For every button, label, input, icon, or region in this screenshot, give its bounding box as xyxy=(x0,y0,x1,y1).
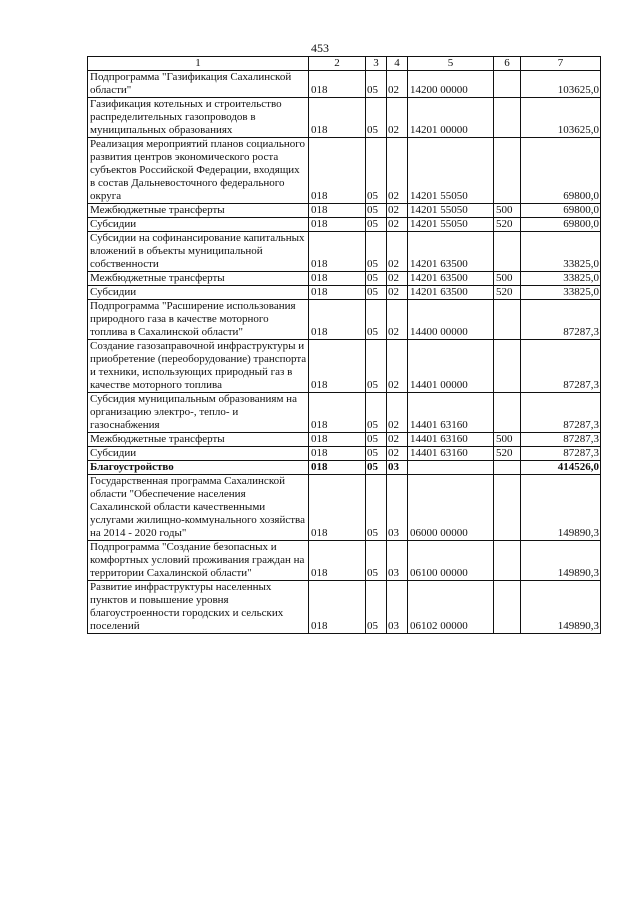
table-row xyxy=(88,232,601,272)
row-section: 05 xyxy=(366,272,387,286)
row-target-article: 06100 00000 xyxy=(408,541,494,581)
row-admin-code: 018 xyxy=(309,393,366,433)
row-name: Межбюджетные трансферты xyxy=(88,272,309,286)
row-name: Субсидии xyxy=(88,218,309,232)
row-subsection: 02 xyxy=(387,340,408,393)
row-admin-code: 018 xyxy=(309,433,366,447)
row-expense-type: 500 xyxy=(494,272,521,286)
budget-table xyxy=(87,56,601,634)
row-name: Подпрограмма "Расширение использования природного газа в качестве моторного топлива в Сахалинской области" xyxy=(88,300,309,340)
row-section: 05 xyxy=(366,232,387,272)
row-subsection: 03 xyxy=(387,541,408,581)
row-name: Благоустройство xyxy=(88,461,309,475)
row-admin-code: 018 xyxy=(309,541,366,581)
row-section: 05 xyxy=(366,461,387,475)
row-name: Межбюджетные трансферты xyxy=(88,433,309,447)
row-amount: 87287,3 xyxy=(521,340,601,393)
row-amount: 149890,3 xyxy=(521,581,601,634)
row-expense-type xyxy=(494,541,521,581)
row-name: Субсидия муниципальным образованиям на организацию электро-, тепло- и газоснабжения xyxy=(88,393,309,433)
row-target-article: 14400 00000 xyxy=(408,300,494,340)
row-amount: 103625,0 xyxy=(521,71,601,98)
row-name: Газификация котельных и строительство распределительных газопроводов в муниципальных образованиях xyxy=(88,98,309,138)
row-expense-type xyxy=(494,300,521,340)
row-admin-code: 018 xyxy=(309,98,366,138)
table-row xyxy=(88,447,601,461)
row-admin-code: 018 xyxy=(309,340,366,393)
table-row xyxy=(88,98,601,138)
row-subsection: 02 xyxy=(387,272,408,286)
col-header-4: 4 xyxy=(387,57,408,71)
row-section: 05 xyxy=(366,71,387,98)
row-expense-type: 520 xyxy=(494,447,521,461)
row-section: 05 xyxy=(366,581,387,634)
row-target-article: 14401 63160 xyxy=(408,447,494,461)
row-amount: 69800,0 xyxy=(521,204,601,218)
row-amount: 69800,0 xyxy=(521,218,601,232)
header-row xyxy=(88,57,601,71)
row-amount: 87287,3 xyxy=(521,300,601,340)
table-row xyxy=(88,272,601,286)
row-expense-type xyxy=(494,232,521,272)
row-expense-type: 500 xyxy=(494,204,521,218)
row-name: Реализация мероприятий планов социального развития центров экономического роста субъектов Российской Федерации, входящих в состав Дальневосточного федерального округа xyxy=(88,138,309,204)
row-amount: 33825,0 xyxy=(521,272,601,286)
table-row xyxy=(88,433,601,447)
row-section: 05 xyxy=(366,393,387,433)
row-section: 05 xyxy=(366,286,387,300)
table-row xyxy=(88,393,601,433)
row-subsection: 03 xyxy=(387,475,408,541)
row-amount: 149890,3 xyxy=(521,541,601,581)
row-target-article: 06000 00000 xyxy=(408,475,494,541)
table-row xyxy=(88,300,601,340)
row-admin-code: 018 xyxy=(309,461,366,475)
row-amount: 414526,0 xyxy=(521,461,601,475)
col-header-6: 6 xyxy=(494,57,521,71)
table-row xyxy=(88,340,601,393)
row-amount: 33825,0 xyxy=(521,232,601,272)
row-expense-type xyxy=(494,461,521,475)
row-target-article: 14201 63500 xyxy=(408,286,494,300)
row-subsection: 02 xyxy=(387,447,408,461)
row-name: Подпрограмма "Создание безопасных и комфортных условий проживания граждан на территории Сахалинской области" xyxy=(88,541,309,581)
row-section: 05 xyxy=(366,138,387,204)
row-amount: 103625,0 xyxy=(521,98,601,138)
row-admin-code: 018 xyxy=(309,475,366,541)
row-expense-type xyxy=(494,475,521,541)
row-admin-code: 018 xyxy=(309,71,366,98)
row-target-article: 14401 00000 xyxy=(408,340,494,393)
row-expense-type xyxy=(494,340,521,393)
row-expense-type xyxy=(494,393,521,433)
row-admin-code: 018 xyxy=(309,204,366,218)
row-amount: 149890,3 xyxy=(521,475,601,541)
row-amount: 87287,3 xyxy=(521,447,601,461)
row-expense-type: 500 xyxy=(494,433,521,447)
row-section: 05 xyxy=(366,218,387,232)
row-subsection: 02 xyxy=(387,286,408,300)
row-section: 05 xyxy=(366,475,387,541)
row-admin-code: 018 xyxy=(309,300,366,340)
col-header-5: 5 xyxy=(408,57,494,71)
row-section: 05 xyxy=(366,340,387,393)
row-amount: 87287,3 xyxy=(521,393,601,433)
row-amount: 69800,0 xyxy=(521,138,601,204)
row-subsection: 02 xyxy=(387,300,408,340)
row-target-article: 14200 00000 xyxy=(408,71,494,98)
row-section: 05 xyxy=(366,204,387,218)
row-admin-code: 018 xyxy=(309,272,366,286)
row-admin-code: 018 xyxy=(309,232,366,272)
row-expense-type xyxy=(494,138,521,204)
row-admin-code: 018 xyxy=(309,218,366,232)
row-subsection: 02 xyxy=(387,433,408,447)
table-row xyxy=(88,461,601,475)
row-expense-type xyxy=(494,581,521,634)
row-subsection: 02 xyxy=(387,71,408,98)
row-subsection: 02 xyxy=(387,218,408,232)
row-section: 05 xyxy=(366,300,387,340)
table-row xyxy=(88,286,601,300)
row-subsection: 03 xyxy=(387,461,408,475)
row-subsection: 03 xyxy=(387,581,408,634)
row-target-article: 14201 55050 xyxy=(408,204,494,218)
row-subsection: 02 xyxy=(387,204,408,218)
row-amount: 87287,3 xyxy=(521,433,601,447)
row-subsection: 02 xyxy=(387,232,408,272)
row-admin-code: 018 xyxy=(309,138,366,204)
row-name: Субсидии на софинансирование капитальных вложений в объекты муниципальной собственности xyxy=(88,232,309,272)
row-target-article: 14201 55050 xyxy=(408,138,494,204)
row-name: Государственная программа Сахалинской области "Обеспечение населения Сахалинской области качественными услугами жилищно-коммунального хозяйства на 2014 - 2020 годы" xyxy=(88,475,309,541)
row-admin-code: 018 xyxy=(309,581,366,634)
row-expense-type xyxy=(494,71,521,98)
row-name: Субсидии xyxy=(88,286,309,300)
row-target-article: 14201 55050 xyxy=(408,218,494,232)
row-name: Межбюджетные трансферты xyxy=(88,204,309,218)
col-header-3: 3 xyxy=(366,57,387,71)
col-header-2: 2 xyxy=(309,57,366,71)
row-target-article: 14401 63160 xyxy=(408,393,494,433)
row-subsection: 02 xyxy=(387,393,408,433)
table-row xyxy=(88,581,601,634)
row-target-article: 14201 63500 xyxy=(408,232,494,272)
table-row xyxy=(88,204,601,218)
row-amount: 33825,0 xyxy=(521,286,601,300)
table-row xyxy=(88,475,601,541)
row-admin-code: 018 xyxy=(309,447,366,461)
row-target-article: 14201 63500 xyxy=(408,272,494,286)
row-expense-type xyxy=(494,98,521,138)
row-name: Развитие инфраструктуры населенных пунктов и повышение уровня благоустроенности городских и сельских поселений xyxy=(88,581,309,634)
row-expense-type: 520 xyxy=(494,286,521,300)
table-row xyxy=(88,138,601,204)
row-section: 05 xyxy=(366,433,387,447)
col-header-7: 7 xyxy=(521,57,601,71)
row-admin-code: 018 xyxy=(309,286,366,300)
row-target-article: 06102 00000 xyxy=(408,581,494,634)
row-target-article xyxy=(408,461,494,475)
row-subsection: 02 xyxy=(387,138,408,204)
table-row xyxy=(88,218,601,232)
page-number: 453 xyxy=(311,41,329,55)
row-name: Субсидии xyxy=(88,447,309,461)
row-name: Создание газозаправочной инфраструктуры и приобретение (переоборудование) транспорта и техники, использующих природный газ в качестве моторного топлива xyxy=(88,340,309,393)
row-subsection: 02 xyxy=(387,98,408,138)
table-row xyxy=(88,541,601,581)
row-target-article: 14401 63160 xyxy=(408,433,494,447)
row-section: 05 xyxy=(366,541,387,581)
row-name: Подпрограмма "Газификация Сахалинской области" xyxy=(88,71,309,98)
col-header-1: 1 xyxy=(88,57,309,71)
row-section: 05 xyxy=(366,447,387,461)
row-section: 05 xyxy=(366,98,387,138)
row-expense-type: 520 xyxy=(494,218,521,232)
table-row xyxy=(88,71,601,98)
row-target-article: 14201 00000 xyxy=(408,98,494,138)
